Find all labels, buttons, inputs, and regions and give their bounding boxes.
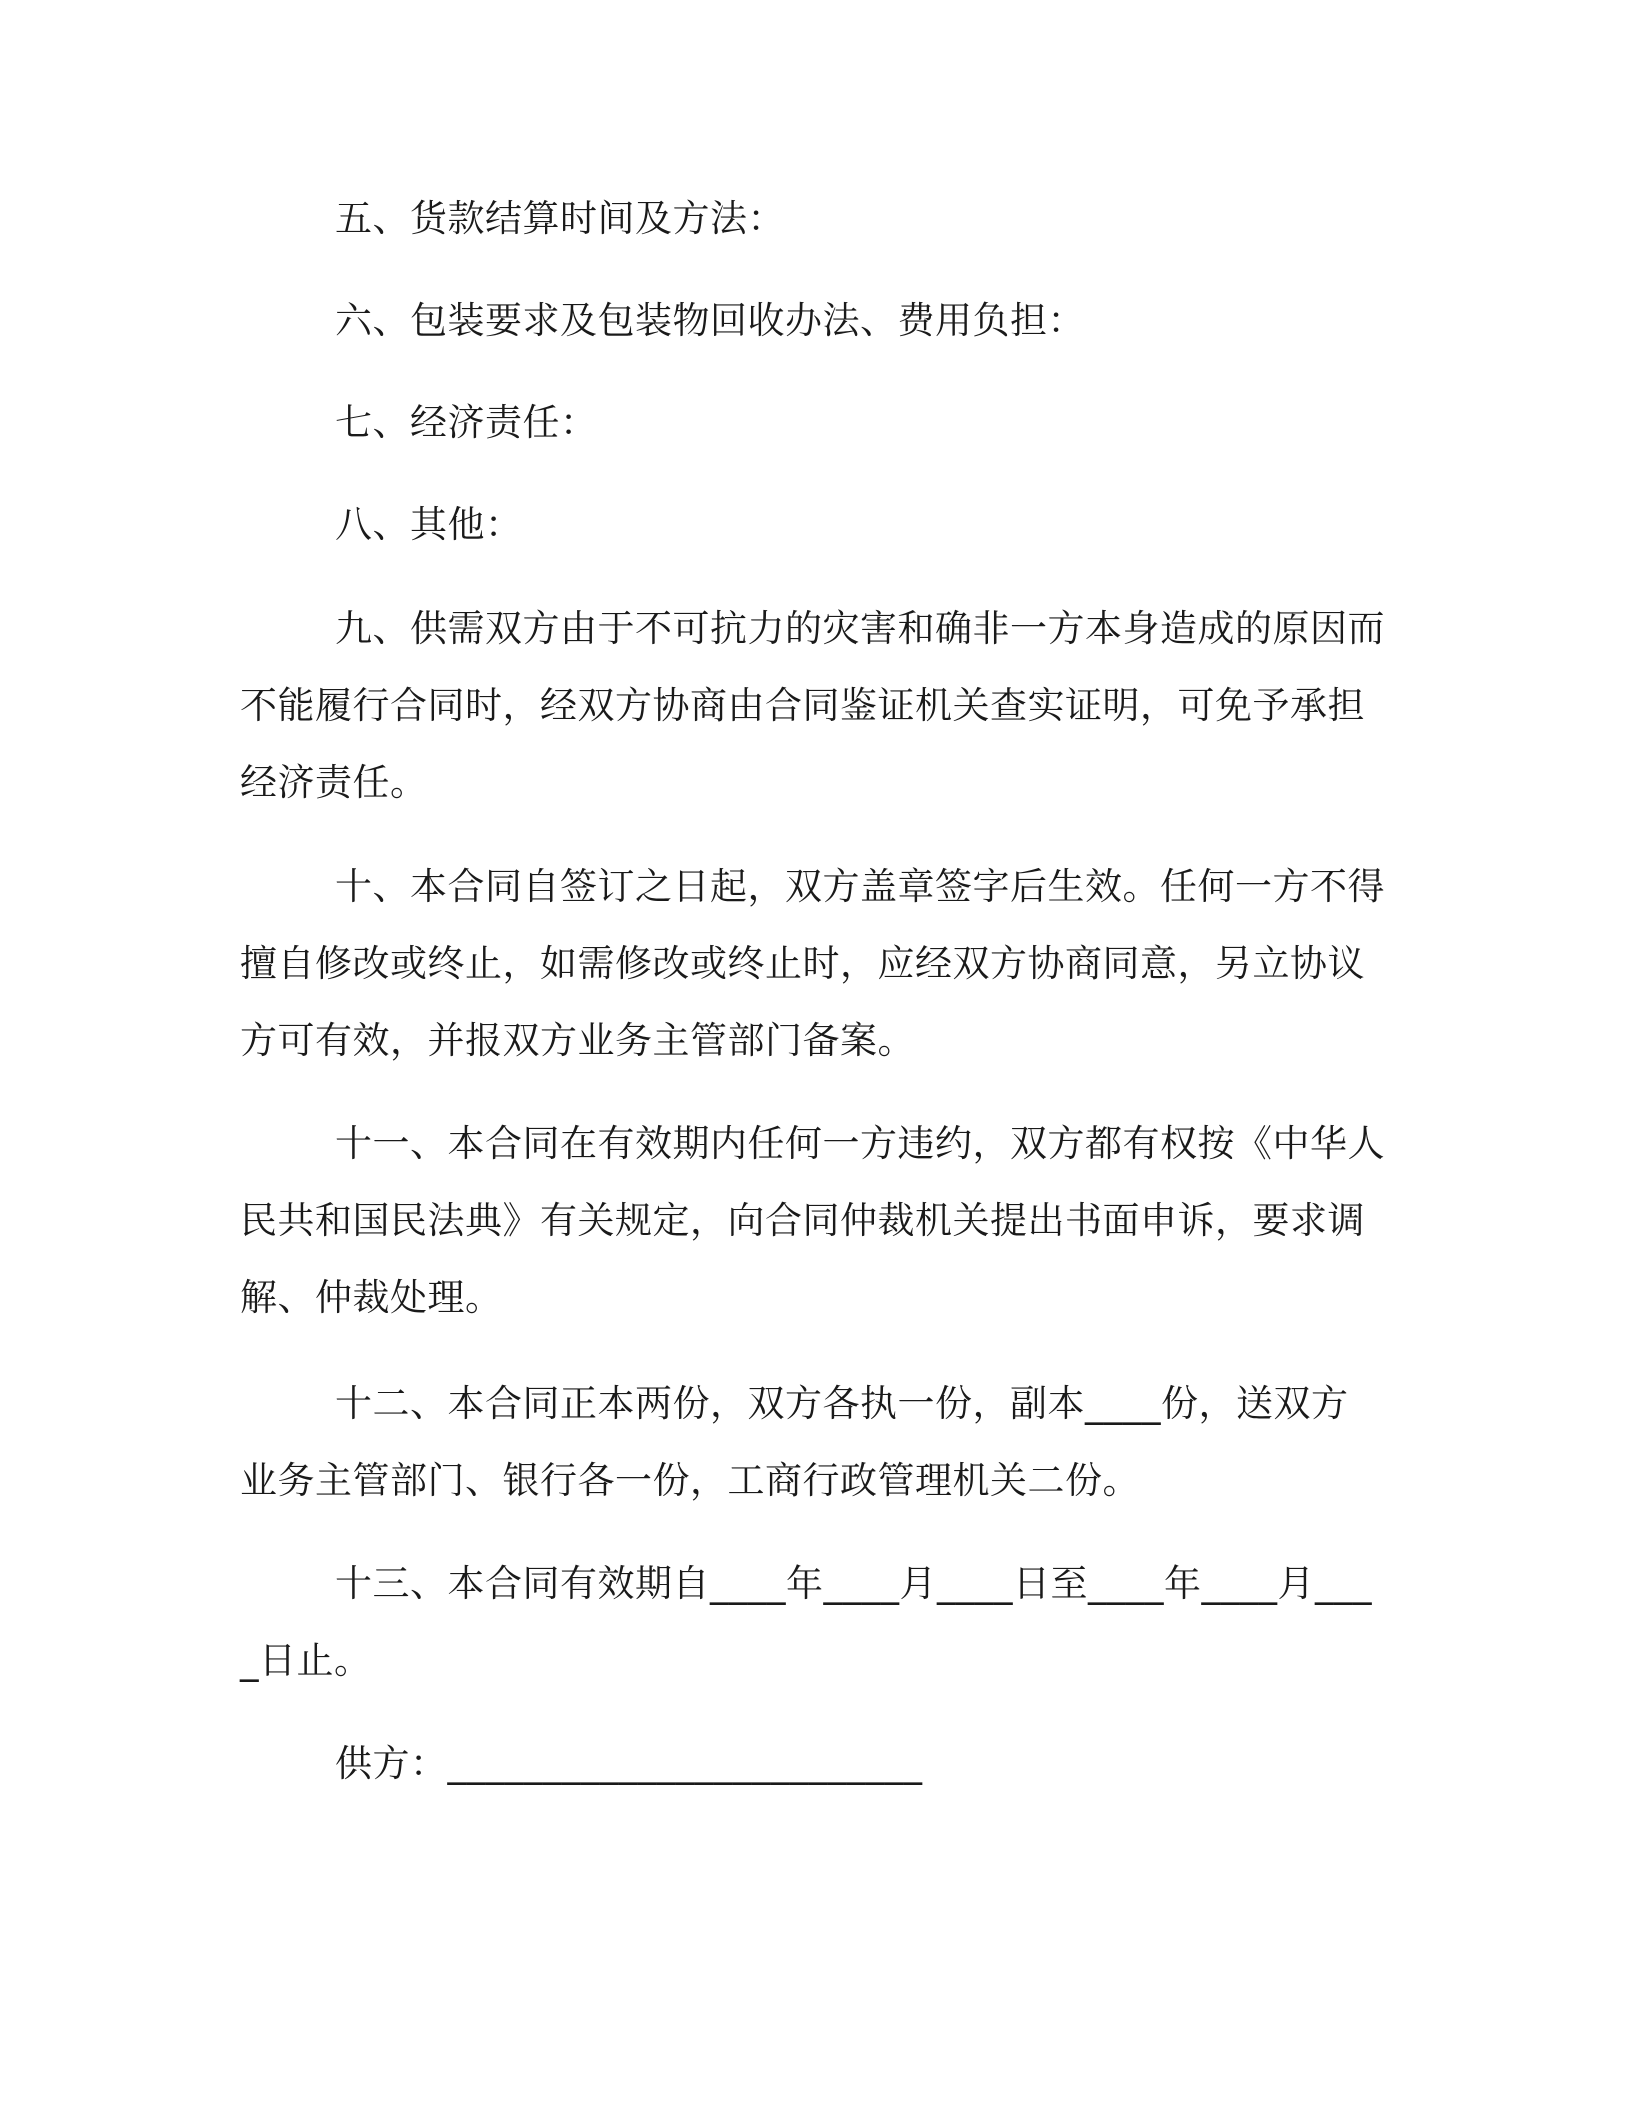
clause-6: 六、包装要求及包装物回收办法、费用负担：	[335, 299, 1085, 342]
supplier-signature-line: 供方：_________________________	[335, 1742, 923, 1785]
clause-10: 十、本合同自签订之日起，双方盖章签字后生效。任何一方不得擅自修改或终止，如需修改或终止时，应经双方协商同意，另立协议方可有效，并报双方业务主管部门备案。	[240, 865, 1385, 1062]
clause-13: 十三、本合同有效期自____年____月____日至____年____月____日止。	[240, 1562, 1372, 1682]
clause-9: 九、供需双方由于不可抗力的灾害和确非一方本身造成的原因而不能履行合同时，经双方协商由合同鉴证机关查实证明，可免予承担经济责任。	[240, 607, 1385, 804]
clause-7: 七、经济责任：	[335, 401, 598, 444]
clause-12: 十二、本合同正本两份，双方各执一份，副本____份，送双方业务主管部门、银行各一份，工商行政管理机关二份。	[240, 1382, 1349, 1502]
clause-8: 八、其他：	[335, 503, 523, 546]
clause-11: 十一、本合同在有效期内任何一方违约，双方都有权按《中华人民共和国民法典》有关规定，向合同仲裁机关提出书面申诉，要求调解、仲裁处理。	[240, 1122, 1385, 1319]
clause-5: 五、货款结算时间及方法：	[335, 197, 785, 240]
